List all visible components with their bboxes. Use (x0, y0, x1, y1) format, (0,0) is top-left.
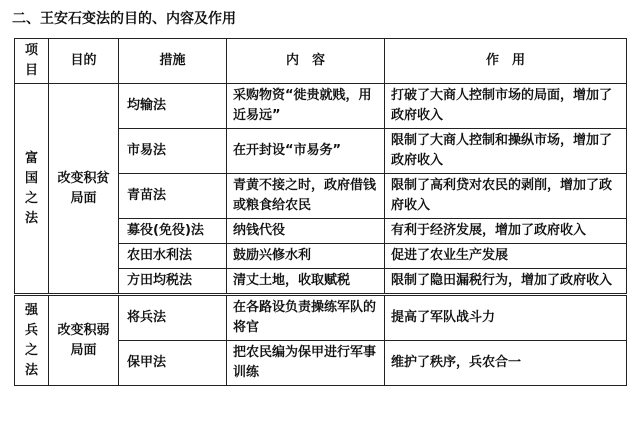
measure-cell: 保甲法 (119, 341, 227, 386)
measure-cell: 农田水利法 (119, 244, 227, 269)
content-cell: 把农民编为保甲进行军事训练 (227, 341, 385, 386)
effect-cell: 有利于经济发展，增加了政府收入 (385, 219, 627, 244)
measure-cell: 市易法 (119, 129, 227, 174)
header-purpose: 目的 (49, 39, 119, 84)
content-cell: 在开封设“市易务” (227, 129, 385, 174)
effect-cell: 限制了隐田漏税行为，增加了政府收入 (385, 269, 627, 295)
effect-cell: 限制了高利贷对农民的剥削，增加了政府收入 (385, 174, 627, 219)
content-cell: 纳钱代役 (227, 219, 385, 244)
category-cell: 强兵之法 (15, 295, 49, 386)
content-cell: 鼓励兴修水利 (227, 244, 385, 269)
purpose-cell: 改变积弱局面 (49, 295, 119, 386)
effect-cell: 提高了军队战斗力 (385, 295, 627, 341)
content-cell: 采购物资“徙贵就贱，用近易远” (227, 84, 385, 129)
effect-cell: 打破了大商人控制市场的局面，增加了政府收入 (385, 84, 627, 129)
effect-cell: 维护了秩序，兵农合一 (385, 341, 627, 386)
header-measure: 措施 (119, 39, 227, 84)
content-cell: 青黄不接之时，政府借钱或粮食给农民 (227, 174, 385, 219)
header-row (15, 39, 627, 84)
purpose-cell: 改变积贫局面 (49, 84, 119, 295)
table-row (15, 84, 627, 129)
measure-cell: 方田均税法 (119, 269, 227, 295)
header-item: 项目 (15, 39, 49, 84)
effect-cell: 促进了农业生产发展 (385, 244, 627, 269)
measure-cell: 将兵法 (119, 295, 227, 341)
content-cell: 在各路设负责操练军队的将官 (227, 295, 385, 341)
table-row (15, 295, 627, 341)
category-cell: 富国之法 (15, 84, 49, 295)
header-effect: 作 用 (385, 39, 627, 84)
header-content: 内 容 (227, 39, 385, 84)
effect-cell: 限制了大商人控制和操纵市场，增加了政府收入 (385, 129, 627, 174)
measure-cell: 青苗法 (119, 174, 227, 219)
content-cell: 清丈土地，收取赋税 (227, 269, 385, 295)
reform-table (14, 38, 627, 386)
measure-cell: 募役(免役)法 (119, 219, 227, 244)
page-title: 二、王安石变法的目的、内容及作用 (12, 11, 236, 27)
measure-cell: 均输法 (119, 84, 227, 129)
